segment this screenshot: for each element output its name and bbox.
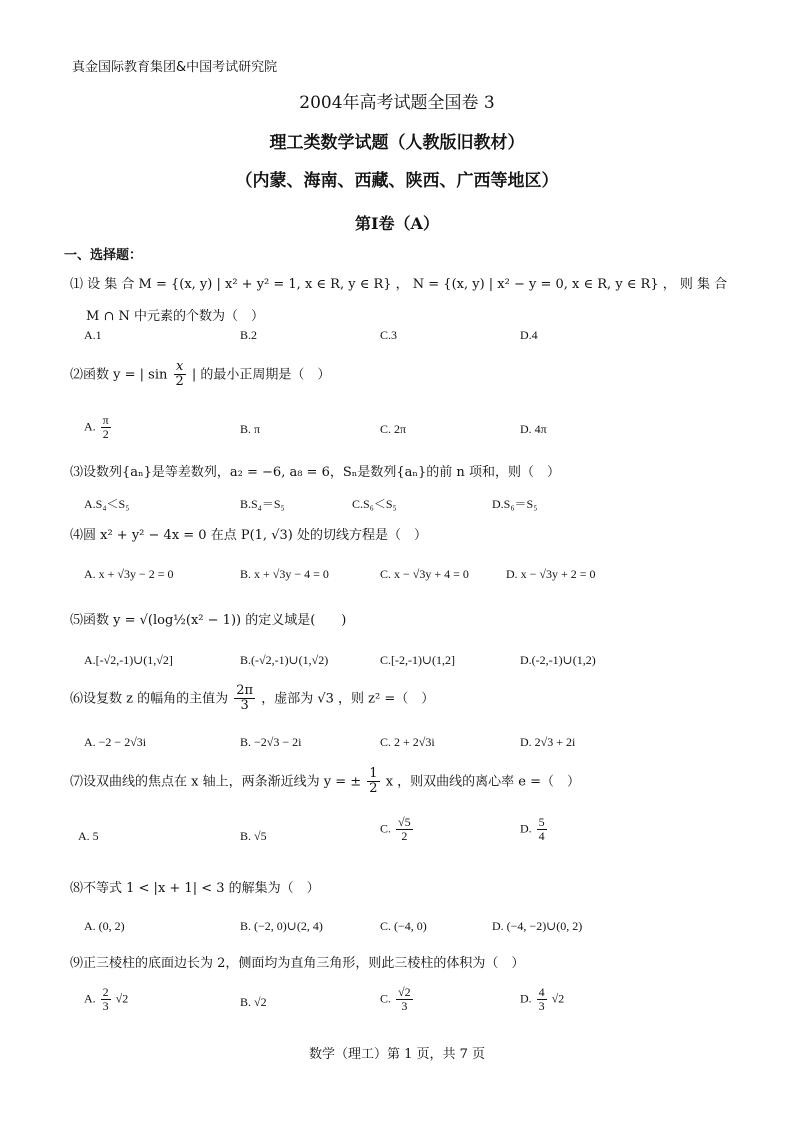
question-9-option-d-fraction [537, 986, 547, 1013]
question-9-option-d-num: 4 [538, 985, 545, 999]
question-7-option-c-fraction [396, 816, 413, 843]
question-7-option-c-num: √5 [398, 815, 411, 829]
question-2-stem-pre: ⑵函数 y = | sin [70, 367, 168, 383]
question-2-option-c: C. 2π [380, 422, 407, 436]
question-2-option-d: D. 4π [520, 422, 547, 436]
page-footer: 数学（理工）第 1 页，共 7 页 [308, 1047, 486, 1062]
question-3-stem: ⑶设数列{aₙ}是等差数列，a₂ = −6, a₈ = 6，Sₙ是数列{aₙ}的前 n 项和，则（ ） [70, 465, 560, 480]
question-2-stem [70, 360, 330, 390]
question-7-stem [70, 767, 580, 797]
question-4-option-a: A. x + √3y − 2 = 0 [84, 567, 174, 581]
question-7-option-d [520, 816, 549, 843]
question-9-option-d-tail: √2 [551, 991, 565, 1006]
question-4-option-d: D. x − √3y + 2 = 0 [506, 567, 596, 581]
question-3-option-c: C.S₆＜S₅ [352, 497, 397, 511]
question-7-option-d-label: D. [520, 821, 532, 836]
question-7-stem-pre: ⑺设双曲线的焦点在 x 轴上，两条渐近线为 y = ± [70, 774, 362, 790]
question-3-option-b: B.S₄＝S₅ [240, 497, 285, 511]
question-9-option-c-den: 3 [401, 999, 408, 1014]
question-6-option-b: B. −2√3 − 2i [240, 735, 302, 749]
question-7-option-d-fraction [537, 816, 547, 843]
exam-regions: （内蒙、海南、西藏、陕西、广西等地区） [235, 171, 559, 191]
question-7-option-c [380, 816, 415, 843]
question-2-option-a-fraction [101, 414, 111, 441]
question-7-numerator: 1 [369, 766, 378, 781]
question-2-option-a [84, 414, 113, 441]
question-2-stem-post: | 的最小正周期是（ ） [191, 367, 331, 383]
question-8-stem: ⑻不等式 1 < |x + 1| < 3 的解集为（ ） [70, 881, 320, 896]
question-6-denominator: 3 [240, 698, 249, 714]
question-5-option-b: B.(-√2,-1)∪(1,√2) [240, 653, 329, 667]
question-4-option-b: B. x + √3y − 4 = 0 [240, 567, 329, 581]
question-9-option-a-fraction [101, 986, 111, 1013]
question-6-option-a: A. −2 − 2√3i [84, 735, 147, 749]
exam-title: 2004年高考试题全国卷 3 [299, 93, 495, 113]
question-1-option-d: D.4 [520, 328, 538, 342]
question-7-option-c-label: C. [380, 821, 392, 836]
question-2-fraction [174, 360, 186, 390]
question-5-option-c: C.[-2,-1)∪(1,2] [380, 653, 456, 667]
question-9-option-a-tail: √2 [115, 991, 129, 1006]
question-1-option-b: B.2 [240, 328, 258, 342]
header-org: 真金国际教育集团&中国考试研究院 [72, 60, 278, 75]
question-7-option-d-den: 4 [538, 829, 545, 844]
question-2-option-a-num: π [102, 413, 109, 427]
question-2-option-a-label: A. [84, 419, 96, 434]
question-4-option-c: C. x − √3y + 4 = 0 [380, 567, 469, 581]
question-8-option-a: A. (0, 2) [84, 919, 125, 933]
question-4-stem: ⑷圆 x² + y² − 4x = 0 在点 P(1, √3) 处的切线方程是（ ） [70, 528, 427, 543]
question-9-option-c-label: C. [380, 991, 392, 1006]
question-9-option-d-den: 3 [538, 999, 545, 1014]
question-9-option-d-label: D. [520, 991, 532, 1006]
question-5-stem: ⑸函数 y = √(log½(x² − 1)) 的定义域是( ) [70, 613, 347, 628]
question-8-option-c: C. (−4, 0) [380, 919, 427, 933]
question-9-option-a [84, 986, 128, 1013]
question-9-option-d [520, 986, 564, 1013]
question-3-option-d: D.S₆＝S₅ [492, 497, 538, 511]
question-9-option-c-num: √2 [398, 985, 411, 999]
question-7-denominator: 2 [369, 781, 378, 797]
question-9-option-a-den: 3 [102, 999, 109, 1014]
question-9-stem: ⑼正三棱柱的底面边长为 2，侧面均为直角三角形，则此三棱柱的体积为（ ） [70, 956, 525, 971]
question-1-option-a: A.1 [84, 328, 102, 342]
question-1-line1: ⑴ 设 集 合 M = {(x, y) | x² + y² = 1, x ∈ R, y ∈ R} ， N = {(x, y) | x² − y = 0, x ∈ R, y ∈ R} ， 则 集 合 [70, 277, 728, 292]
question-9-option-c-fraction [396, 986, 413, 1013]
question-6-stem-pre: ⑹设复数 z 的幅角的主值为 [70, 691, 229, 707]
exam-subtitle: 理工类数学试题（人教版旧教材） [269, 133, 525, 153]
question-5-option-d: D.(-2,-1)∪(1,2) [520, 653, 596, 667]
question-9-option-b: B. √2 [240, 995, 267, 1009]
question-7-fraction [367, 767, 379, 797]
question-8-option-b: B. (−2, 0)∪(2, 4) [240, 919, 323, 933]
question-5-option-a: A.[-√2,-1)∪(1,√2] [84, 653, 173, 667]
question-2-option-b: B. π [240, 422, 261, 436]
question-6-stem [70, 684, 434, 714]
question-7-option-d-num: 5 [538, 815, 545, 829]
question-7-stem-post: x ，则双曲线的离心率 e =（ ） [385, 774, 581, 790]
question-2-numerator: x [174, 360, 186, 375]
question-6-numerator: 2π [236, 683, 254, 698]
question-2-denominator: 2 [175, 374, 184, 390]
question-8-option-d: D. (−4, −2)∪(0, 2) [492, 919, 583, 933]
question-6-fraction [234, 684, 255, 714]
question-9-option-a-num: 2 [102, 985, 109, 999]
question-9-option-a-label: A. [84, 991, 96, 1006]
question-6-stem-post: ，虚部为 √3 ，则 z² =（ ） [261, 691, 435, 707]
question-7-option-b: B. √5 [240, 829, 267, 843]
question-2-option-a-den: 2 [102, 427, 109, 442]
question-1-option-c: C.3 [380, 328, 398, 342]
question-3-option-a: A.S₄＜S₅ [84, 497, 130, 511]
question-9-option-c [380, 986, 415, 1013]
question-7-option-a: A. 5 [78, 829, 99, 843]
question-1-line2: M ∩ N 中元素的个数为（ ） [86, 309, 264, 324]
volume-label: 第Ⅰ卷（A） [355, 214, 439, 233]
question-6-option-c: C. 2 + 2√3i [380, 735, 435, 749]
question-7-option-c-den: 2 [401, 829, 408, 844]
section-heading: 一、选择题： [64, 248, 143, 263]
question-6-option-d: D. 2√3 + 2i [520, 735, 576, 749]
